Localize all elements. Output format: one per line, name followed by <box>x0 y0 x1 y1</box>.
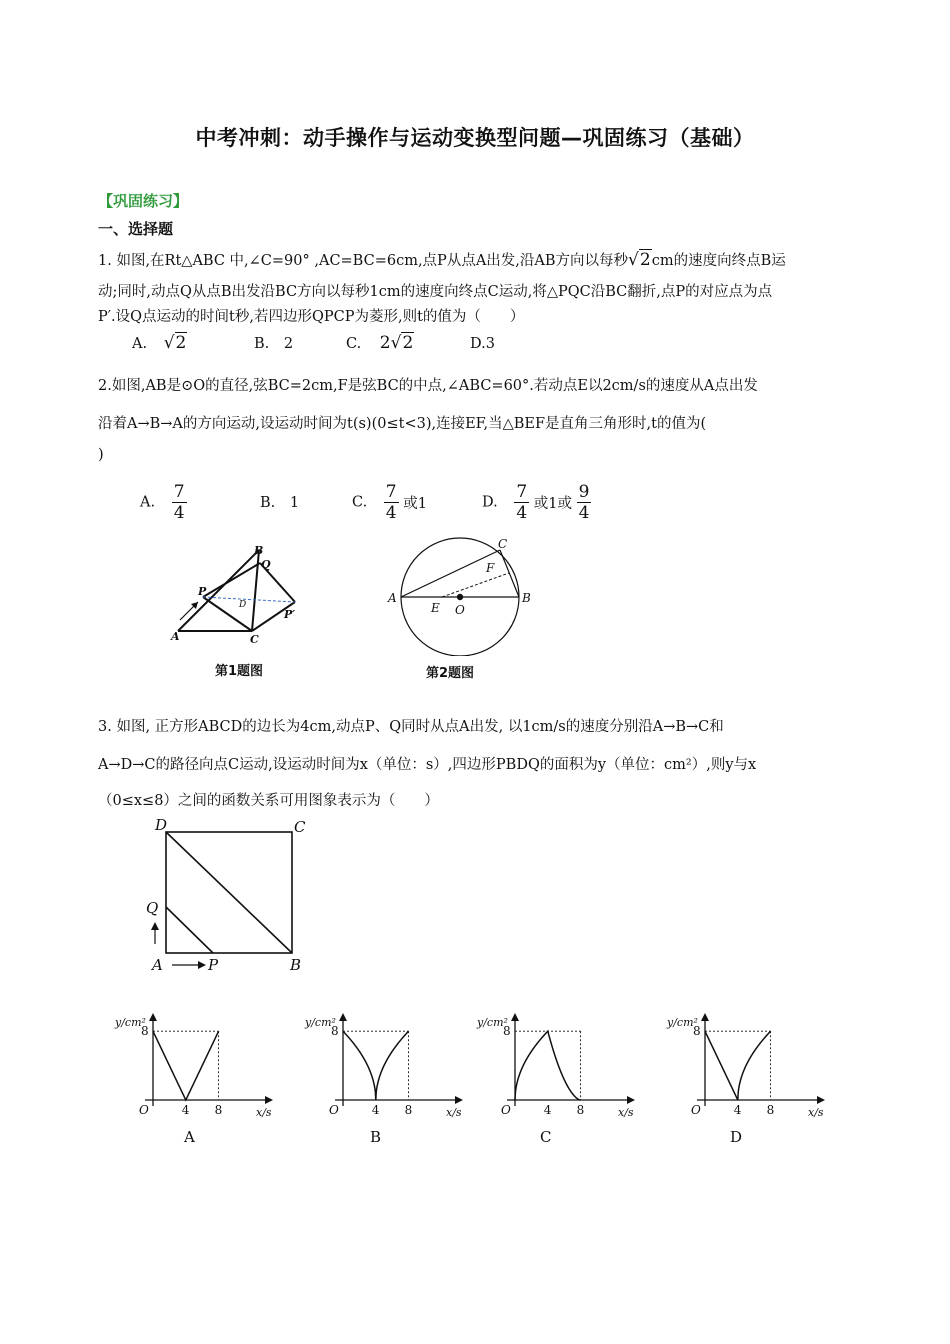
q2-option-d <box>482 482 591 523</box>
q2-option-a-num: 7 <box>173 482 185 502</box>
q2-option-a-den: 4 <box>173 503 185 523</box>
q2-option-c-num: 7 <box>385 482 397 502</box>
y-axis-label: y/cm² <box>667 1016 698 1029</box>
q1-option-c-label: C. <box>346 336 362 352</box>
figure-2 <box>382 534 540 656</box>
figure-3 <box>142 812 322 980</box>
x-axis-label: x/s <box>256 1106 272 1119</box>
x-axis-arrowhead <box>455 1096 463 1104</box>
fig2-caption: 第2题图 <box>426 666 475 681</box>
q1-option-b <box>254 336 293 352</box>
origin-label: O <box>691 1103 701 1117</box>
q1-option-a <box>132 333 187 353</box>
q1-option-b-value: 2 <box>283 336 294 352</box>
q1-option-c-sqrt: √2 <box>390 333 414 353</box>
graph-a <box>108 1010 283 1120</box>
fig2-dashed-ef <box>442 573 509 597</box>
fig1-label-p: P <box>198 585 207 598</box>
q2-option-b-value: 1 <box>289 495 300 511</box>
q1-option-d-value: 3 <box>485 336 495 352</box>
section-label: 【巩固练习】 <box>98 192 189 210</box>
fig2-label-e: E <box>431 601 440 615</box>
fig2-label-o: O <box>455 603 465 617</box>
y-axis-arrowhead <box>701 1013 709 1021</box>
q2-option-d-label: D. <box>482 494 498 511</box>
q3-line2: A→D→C的路径向点C运动,设运动时间为x（单位：s）,四边形PBDQ的面积为y（单位：cm²）,则y与x <box>98 757 757 773</box>
fig3-diagonal-db <box>166 832 292 953</box>
x-axis-arrowhead <box>627 1096 635 1104</box>
y-axis-label: y/cm² <box>115 1016 146 1029</box>
x-tick-8: 8 <box>404 1103 413 1117</box>
q1-line1 <box>98 249 786 270</box>
graph-caption-c: C <box>540 1128 552 1146</box>
q2-option-d-den1: 4 <box>516 503 528 523</box>
figure-1 <box>170 540 315 650</box>
fig1-line-cb <box>252 550 259 631</box>
q1-line2: 动;同时,动点Q从点B出发沿BC方向以每秒1cm的速度向终点C运动,将△PQC沿BC翻折,点P的对应点为点 <box>98 284 773 300</box>
graph-caption-a: A <box>184 1128 195 1146</box>
fig1-label-c: C <box>250 633 259 646</box>
fig2-center-dot <box>457 594 463 600</box>
fig2-label-a: A <box>388 591 397 605</box>
q2-option-d-den2: 4 <box>578 503 590 523</box>
q1-option-d-label: D. <box>470 336 486 352</box>
q2-line3: ) <box>98 447 104 463</box>
origin-label: O <box>139 1103 149 1117</box>
q2-option-a-fraction <box>172 482 187 523</box>
fig3-arrow-right-head <box>198 961 206 969</box>
q1-line1-text-a: 1. 如图,在Rt△ABC 中,∠C=90° ,AC=BC=6cm,点P从点A出发,沿AB方向以每秒 <box>98 253 629 269</box>
q2-option-d-num1: 7 <box>516 482 528 502</box>
q1-option-a-radicand: 2 <box>175 333 187 353</box>
y-axis-label: y/cm² <box>477 1016 508 1029</box>
fig1-line-pq <box>203 563 260 597</box>
q1-option-c <box>346 333 414 353</box>
x-axis-arrowhead <box>817 1096 825 1104</box>
x-tick-4: 4 <box>181 1103 190 1117</box>
fig1-label-d: D <box>239 600 247 610</box>
fig3-arrow-up-head <box>151 922 159 930</box>
fig1-label-q: Q <box>261 558 271 571</box>
page-title: 中考冲刺：动手操作与运动变换型问题—巩固练习（基础） <box>195 126 755 150</box>
fig3-segment-qp <box>166 907 213 953</box>
q1-line1-text-b: cm的速度向终点B运 <box>651 253 786 269</box>
subheading: 一、选择题 <box>98 220 174 238</box>
answer-graphs <box>0 1010 950 1150</box>
fig2-label-c: C <box>498 537 508 551</box>
y-tick-8: 8 <box>141 1024 149 1039</box>
x-tick-8: 8 <box>766 1103 775 1117</box>
graph-caption-d: D <box>730 1128 743 1146</box>
fig1-caption: 第1题图 <box>215 664 264 679</box>
q2-line2: 沿着A→B→A的方向运动,设运动时间为t(s)(0≤t<3),连接EF,当△BEF是直角三角形时,t的值为( <box>98 416 707 432</box>
x-axis-label: x/s <box>618 1106 634 1119</box>
function-curve <box>515 1031 581 1100</box>
function-curve <box>153 1031 219 1100</box>
q1-option-a-sqrt: √2 <box>163 333 187 353</box>
q2-line1: 2.如图,AB是⊙O的直径,弦BC=2cm,F是弦BC的中点,∠ABC=60°.若动点E以2cm/s的速度从A点出发 <box>98 378 758 394</box>
q2-option-b-label: B. <box>260 495 276 511</box>
q2-option-d-or: 或1或 <box>533 496 572 512</box>
fig1-line-ab <box>178 550 259 631</box>
q2-option-a <box>140 482 187 523</box>
fig1-label-b: B <box>254 544 264 557</box>
q1-line3: P′.设Q点运动的时间t秒,若四边形QPCP为菱形,则t的值为（ ） <box>98 309 525 325</box>
q3-line3: （0≤x≤8）之间的函数关系可用图象表示为（ ） <box>98 793 439 809</box>
graph-caption-b: B <box>370 1128 382 1146</box>
fig3-label-p: P <box>208 956 219 974</box>
graph-d <box>660 1010 835 1120</box>
x-tick-4: 4 <box>543 1103 552 1117</box>
x-axis-arrowhead <box>265 1096 273 1104</box>
q1-option-b-label: B. <box>254 336 270 352</box>
q1-sqrt-radicand: 2 <box>639 250 651 270</box>
x-axis-label: x/s <box>808 1106 824 1119</box>
y-axis-arrowhead <box>511 1013 519 1021</box>
x-axis-label: x/s <box>446 1106 462 1119</box>
y-tick-8: 8 <box>693 1024 701 1039</box>
x-tick-4: 4 <box>733 1103 742 1117</box>
y-axis-arrowhead <box>149 1013 157 1021</box>
function-curve <box>705 1031 771 1100</box>
fig1-dashed-ppp <box>203 597 295 602</box>
fig2-chord-bc <box>500 550 519 597</box>
fig2-label-f: F <box>486 561 495 575</box>
q3-line1: 3. 如图, 正方形ABCD的边长为4cm,动点P、Q同时从点A出发, 以1cm/s的速度分别沿A→B→C和 <box>98 719 724 735</box>
origin-label: O <box>329 1103 339 1117</box>
q1-option-c-coef: 2 <box>379 333 391 353</box>
q1-sqrt: √2 <box>628 250 651 270</box>
x-tick-8: 8 <box>214 1103 223 1117</box>
q1-option-c-radicand: 2 <box>402 333 414 353</box>
fig1-label-pprime: P′ <box>284 608 296 621</box>
fig3-label-c: C <box>294 818 306 836</box>
q2-option-c-den: 4 <box>385 503 397 523</box>
q2-option-d-fraction-2 <box>577 482 592 523</box>
y-tick-8: 8 <box>503 1024 511 1039</box>
y-axis-arrowhead <box>339 1013 347 1021</box>
q2-option-c <box>352 482 427 523</box>
y-tick-8: 8 <box>331 1024 339 1039</box>
q2-option-c-or: 或1 <box>403 496 427 512</box>
q1-option-a-label: A. <box>132 336 148 352</box>
y-axis-label: y/cm² <box>305 1016 336 1029</box>
q2-option-b <box>260 495 299 511</box>
q1-option-d <box>470 336 495 352</box>
fig1-label-a: A <box>171 630 180 643</box>
x-tick-8: 8 <box>576 1103 585 1117</box>
fig3-label-d: D <box>155 816 168 834</box>
fig3-label-b: B <box>290 956 302 974</box>
x-tick-4: 4 <box>371 1103 380 1117</box>
origin-label: O <box>501 1103 511 1117</box>
q2-option-c-fraction <box>384 482 399 523</box>
function-curve <box>343 1031 409 1100</box>
graph-c <box>470 1010 645 1120</box>
q2-option-d-fraction-1 <box>514 482 529 523</box>
q2-option-a-label: A. <box>140 494 156 511</box>
fig3-label-a: A <box>152 956 163 974</box>
q2-option-c-label: C. <box>352 494 368 511</box>
graph-b <box>298 1010 473 1120</box>
fig3-label-q: Q <box>146 899 159 917</box>
fig2-label-b: B <box>522 591 531 605</box>
q2-option-d-num2: 9 <box>578 482 590 502</box>
